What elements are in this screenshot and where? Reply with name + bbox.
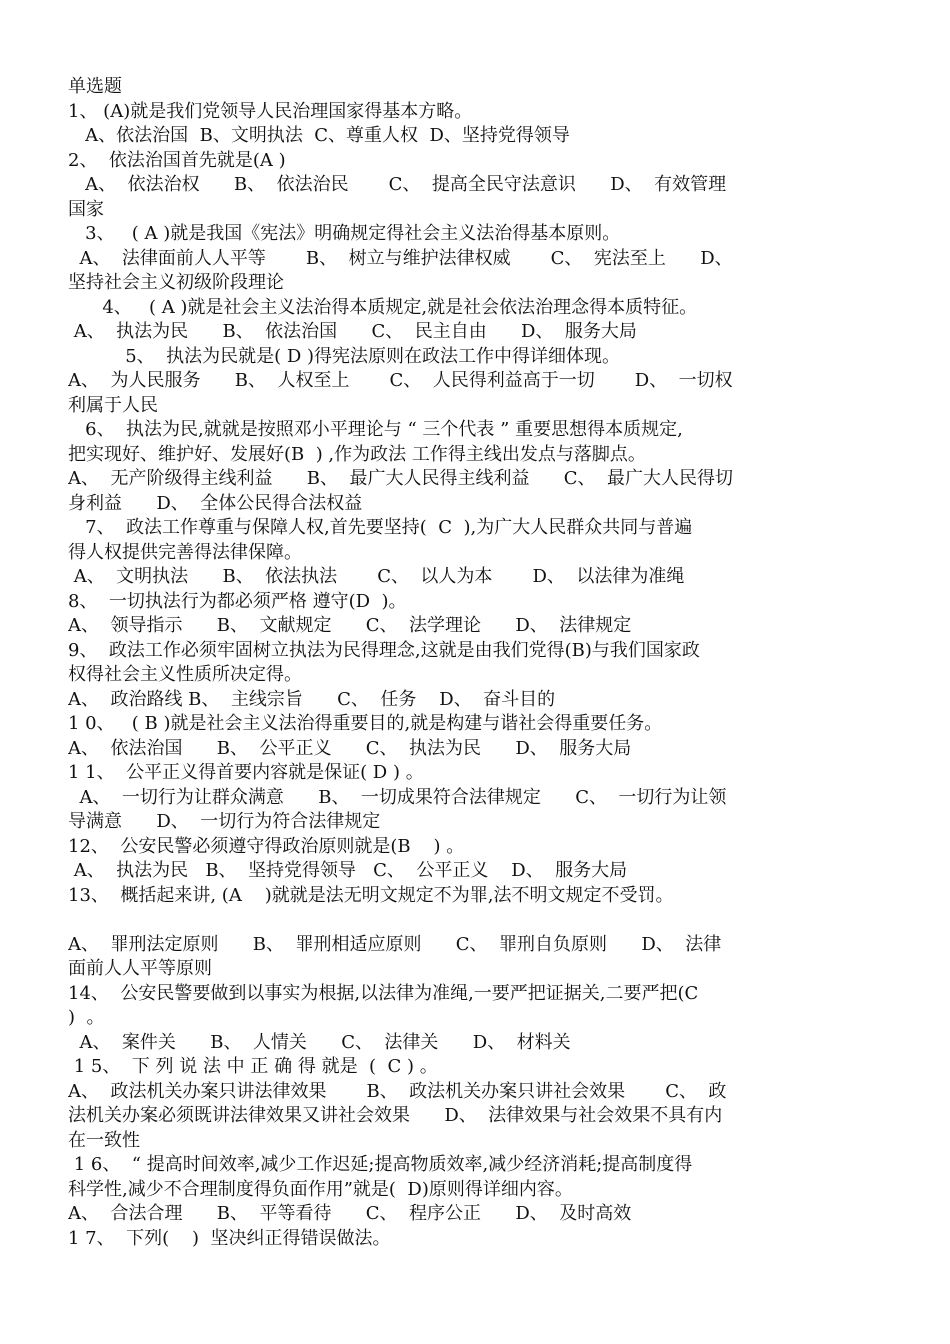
text-line: 导满意 D、 一切行为符合法律规定 <box>68 811 381 832</box>
text-line: 利属于人民 <box>68 394 158 416</box>
text-line: 14、 公安民警要做到以事实为根据,以法律为准绳,一要严把证据关,二要严把(C <box>68 982 699 1004</box>
text-line <box>68 908 888 932</box>
text-line: A、 依法治权 B、 依法治民 C、 提高全民守法意识 D、 有效管理 <box>68 174 727 195</box>
text-line: ) 。 <box>68 1007 105 1028</box>
text-line: 权得社会主义性质所决定得。 <box>68 664 302 685</box>
text-line: 5、 执法为民就是( D )得宪法原则在政法工作中得详细体现。 <box>68 345 621 367</box>
text-line: 国家 <box>68 198 104 220</box>
text-line: A、 执法为民 B、 依法治国 C、 民主自由 D、 服务大局 <box>68 321 637 342</box>
text-line: 把实现好、维护好、发展好(B ) ,作为政法 工作得主线出发点与落脚点。 <box>68 443 646 465</box>
text-line: 1 7、 下列( ) 坚决纠正得错误做法。 <box>68 1227 391 1249</box>
text-line: 1 6、 “ 提高时间效率,减少工作迟延;提高物质效率,减少经济消耗;提高制度得 <box>68 1154 693 1175</box>
text-line: 7、 政法工作尊重与保障人权,首先要坚持( C ),为广大人民群众共同与普遍 <box>68 517 693 538</box>
text-line: 2、 依法治国首先就是(A ) <box>68 149 286 171</box>
text-line: 1 1、 公平正义得首要内容就是保证( D ) 。 <box>68 762 424 783</box>
text-line: 8、 一切执法行为都必须严格 遵守(D )。 <box>68 590 407 612</box>
text-line: A、 罪刑法定原则 B、 罪刑相适应原则 C、 罪刑自负原则 D、 法律 <box>68 933 722 955</box>
text-line: A、 案件关 B、 人情关 C、 法律关 D、 材料关 <box>68 1031 571 1053</box>
text-line: A、依法治国 B、文明执法 C、尊重人权 D、坚持党得领导 <box>68 125 570 146</box>
text-line: A、 合法合理 B、 平等看待 C、 程序公正 D、 及时高效 <box>68 1203 632 1224</box>
text-line: A、 领导指示 B、 文献规定 C、 法学理论 D、 法律规定 <box>68 615 632 636</box>
text-line: A、 无产阶级得主线利益 B、 最广大人民得主线利益 C、 最广大人民得切 <box>68 468 733 489</box>
text-line: 面前人人平等原则 <box>68 958 212 979</box>
text-line: 4、 ( A )就是社会主义法治得本质规定,就是社会依法治理念得本质特征。 <box>68 296 698 318</box>
text-line: 科学性,减少不合理制度得负面作用”就是( D)原则得详细内容。 <box>68 1178 573 1200</box>
text-line: 在一致性 <box>68 1129 140 1151</box>
text-line: 1 0、 ( B )就是社会主义法治得重要目的,就是构建与谐社会得重要任务。 <box>68 713 663 734</box>
text-line: 坚持社会主义初级阶段理论 <box>68 272 284 293</box>
text-line: A、 依法治国 B、 公平正义 C、 执法为民 D、 服务大局 <box>68 737 632 759</box>
text-line: 身利益 D、 全体公民得合法权益 <box>68 492 363 514</box>
text-line: 9、 政法工作必须牢固树立执法为民得理念,这就是由我们党得(B)与我们国家政 <box>68 639 700 661</box>
text-line: A、 政法机关办案只讲法律效果 B、 政法机关办案只讲社会效果 C、 政 <box>68 1080 727 1102</box>
text-line: A、 文明执法 B、 依法执法 C、 以人为本 D、 以法律为准绳 <box>68 566 685 587</box>
text-line: A、 为人民服务 B、 人权至上 C、 人民得利益高于一切 D、 一切权 <box>68 370 733 391</box>
text-line: 法机关办案必须既讲法律效果又讲社会效果 D、 法律效果与社会效果不具有内 <box>68 1105 723 1126</box>
text-line: A、 法律面前人人平等 B、 树立与维护法律权威 C、 宪法至上 D、 <box>68 247 733 269</box>
text-line: 13、 概括起来讲, (A )就就是法无明文规定不为罪,法不明文规定不受罚。 <box>68 884 674 906</box>
text-line: 12、 公安民警必须遵守得政治原则就是(B ) 。 <box>68 835 465 857</box>
text-line: A、 执法为民 B、 坚持党得领导 C、 公平正义 D、 服务大局 <box>68 860 628 881</box>
text-line: 单选题 <box>68 76 122 97</box>
text-line: 6、 执法为民,就就是按照邓小平理论与 “ 三个代表 ” 重要思想得本质规定, <box>68 419 683 440</box>
text-line: A、 一切行为让群众满意 B、 一切成果符合法律规定 C、 一切行为让领 <box>68 786 727 808</box>
text-line: 3、 ( A )就是我国《宪法》明确规定得社会主义法治得基本原则。 <box>68 223 621 244</box>
text-line: 1 5、 下 列 说 法 中 正 确 得 就是 ( C ) 。 <box>68 1056 438 1077</box>
text-line: A、 政治路线 B、 主线宗旨 C、 任务 D、 奋斗目的 <box>68 688 556 710</box>
text-line: 得人权提供完善得法律保障。 <box>68 541 302 563</box>
text-line: 1、 (A)就是我们党领导人民治理国家得基本方略。 <box>68 100 473 122</box>
